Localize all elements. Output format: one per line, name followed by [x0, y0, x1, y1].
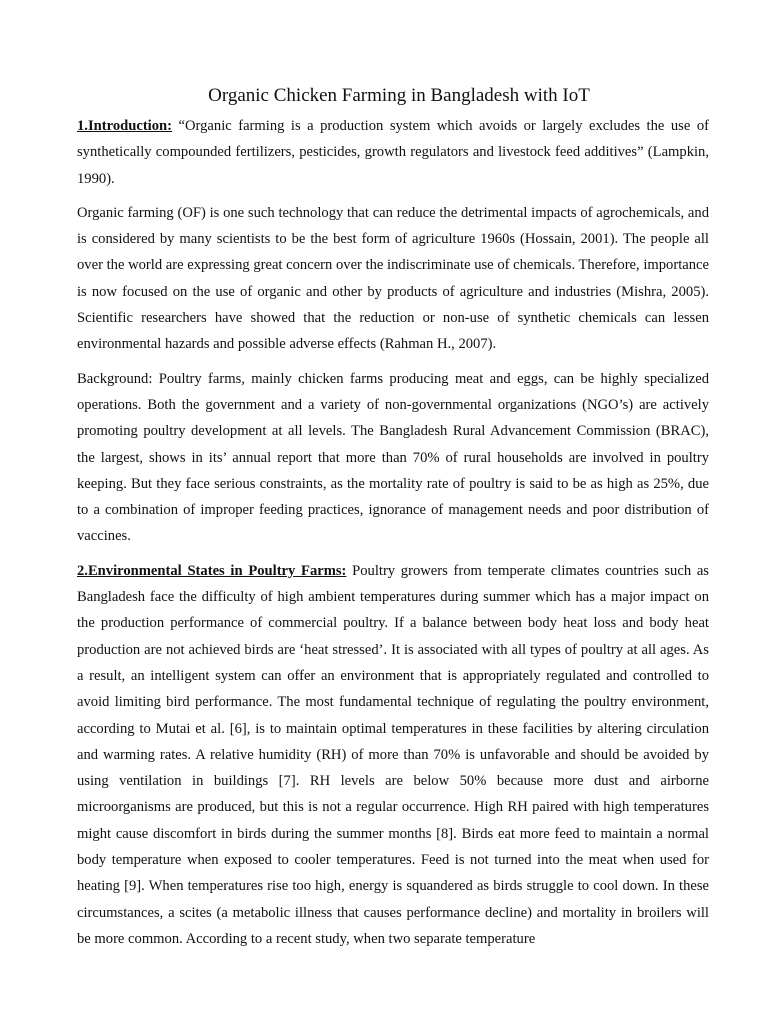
introduction-heading: 1.Introduction: [77, 118, 173, 134]
organic-farming-paragraph: Organic farming (OF) is one such technology that can reduce the detrimental impacts of agrochemicals, and is considered by many scientists to be the best form of agriculture 1960s (Hossain, 2001). The people all over the world are expressing great concern over the indiscriminate use of chemicals. Therefore, importance is now focused on the use of organic and other by products of agriculture and industries (Mishra, 2005). Scientific researchers have showed that the reduction or non-use of synthetic chemicals can lessen environmental hazards and possible adverse effects (Rahman H., 2007). [77, 204, 709, 353]
introduction-paragraph [77, 113, 709, 192]
environmental-paragraph [77, 558, 709, 952]
document-title: Organic Chicken Farming in Bangladesh with IoT [208, 85, 590, 106]
environmental-text: Poultry growers from temperate climates countries such as Bangladesh face the difficulty of high ambient temperatures during summer which has a major impact on the production performance of commercial poultry. If a balance between body heat loss and body heat production are not achieved birds are ‘heat stressed’. It is associated with all types of poultry at all ages. As a result, an intelligent system can offer an environment that is appropriately regulated and controlled to avoid limiting bird performance. The most fundamental technique of regulating the poultry environment, according to Mutai et al. [6], is to maintain optimal temperatures in these facilities by altering circulation and warming rates. A relative humidity (RH) of more than 70% is unfavorable and should be avoided by using ventilation in buildings [7]. RH levels are below 50% because more dust and airborne microorganisms are produced, but this is not a regular occurrence. High RH paired with high temperatures might cause discomfort in birds during the summer months [8]. Birds eat more feed to maintain a normal body temperature when exposed to cooler temperatures. Feed is not turned into the meat when used for heating [9]. When temperatures rise too high, energy is squandered as birds struggle to cool down. In these circumstances, a scites (a metabolic illness that causes performance decline) and mortality in broilers will be more common. According to a recent study, when two separate temperature [77, 562, 709, 947]
document-page [77, 80, 709, 960]
introduction-text: “Organic farming is a production system which avoids or largely excludes the use of synthetically compounded fertilizers, pesticides, growth regulators and livestock feed additives” (Lampkin, 1990). [77, 118, 709, 187]
background-paragraph: Background: Poultry farms, mainly chicken farms producing meat and eggs, can be highly specialized operations. Both the government and a variety of non-governmental organizations (NGO’s) are actively promoting poultry development at all levels. The Bangladesh Rural Advancement Commission (BRAC), the largest, shows in its’ annual report that more than 70% of rural households are involved in poultry keeping. But they face serious constraints, as the mortality rate of poultry is said to be as high as 25%, due to a combination of improper feeding practices, ignorance of management needs and poor distribution of vaccines. [77, 370, 709, 545]
environmental-heading: 2.Environmental States in Poultry Farms: [77, 562, 347, 579]
